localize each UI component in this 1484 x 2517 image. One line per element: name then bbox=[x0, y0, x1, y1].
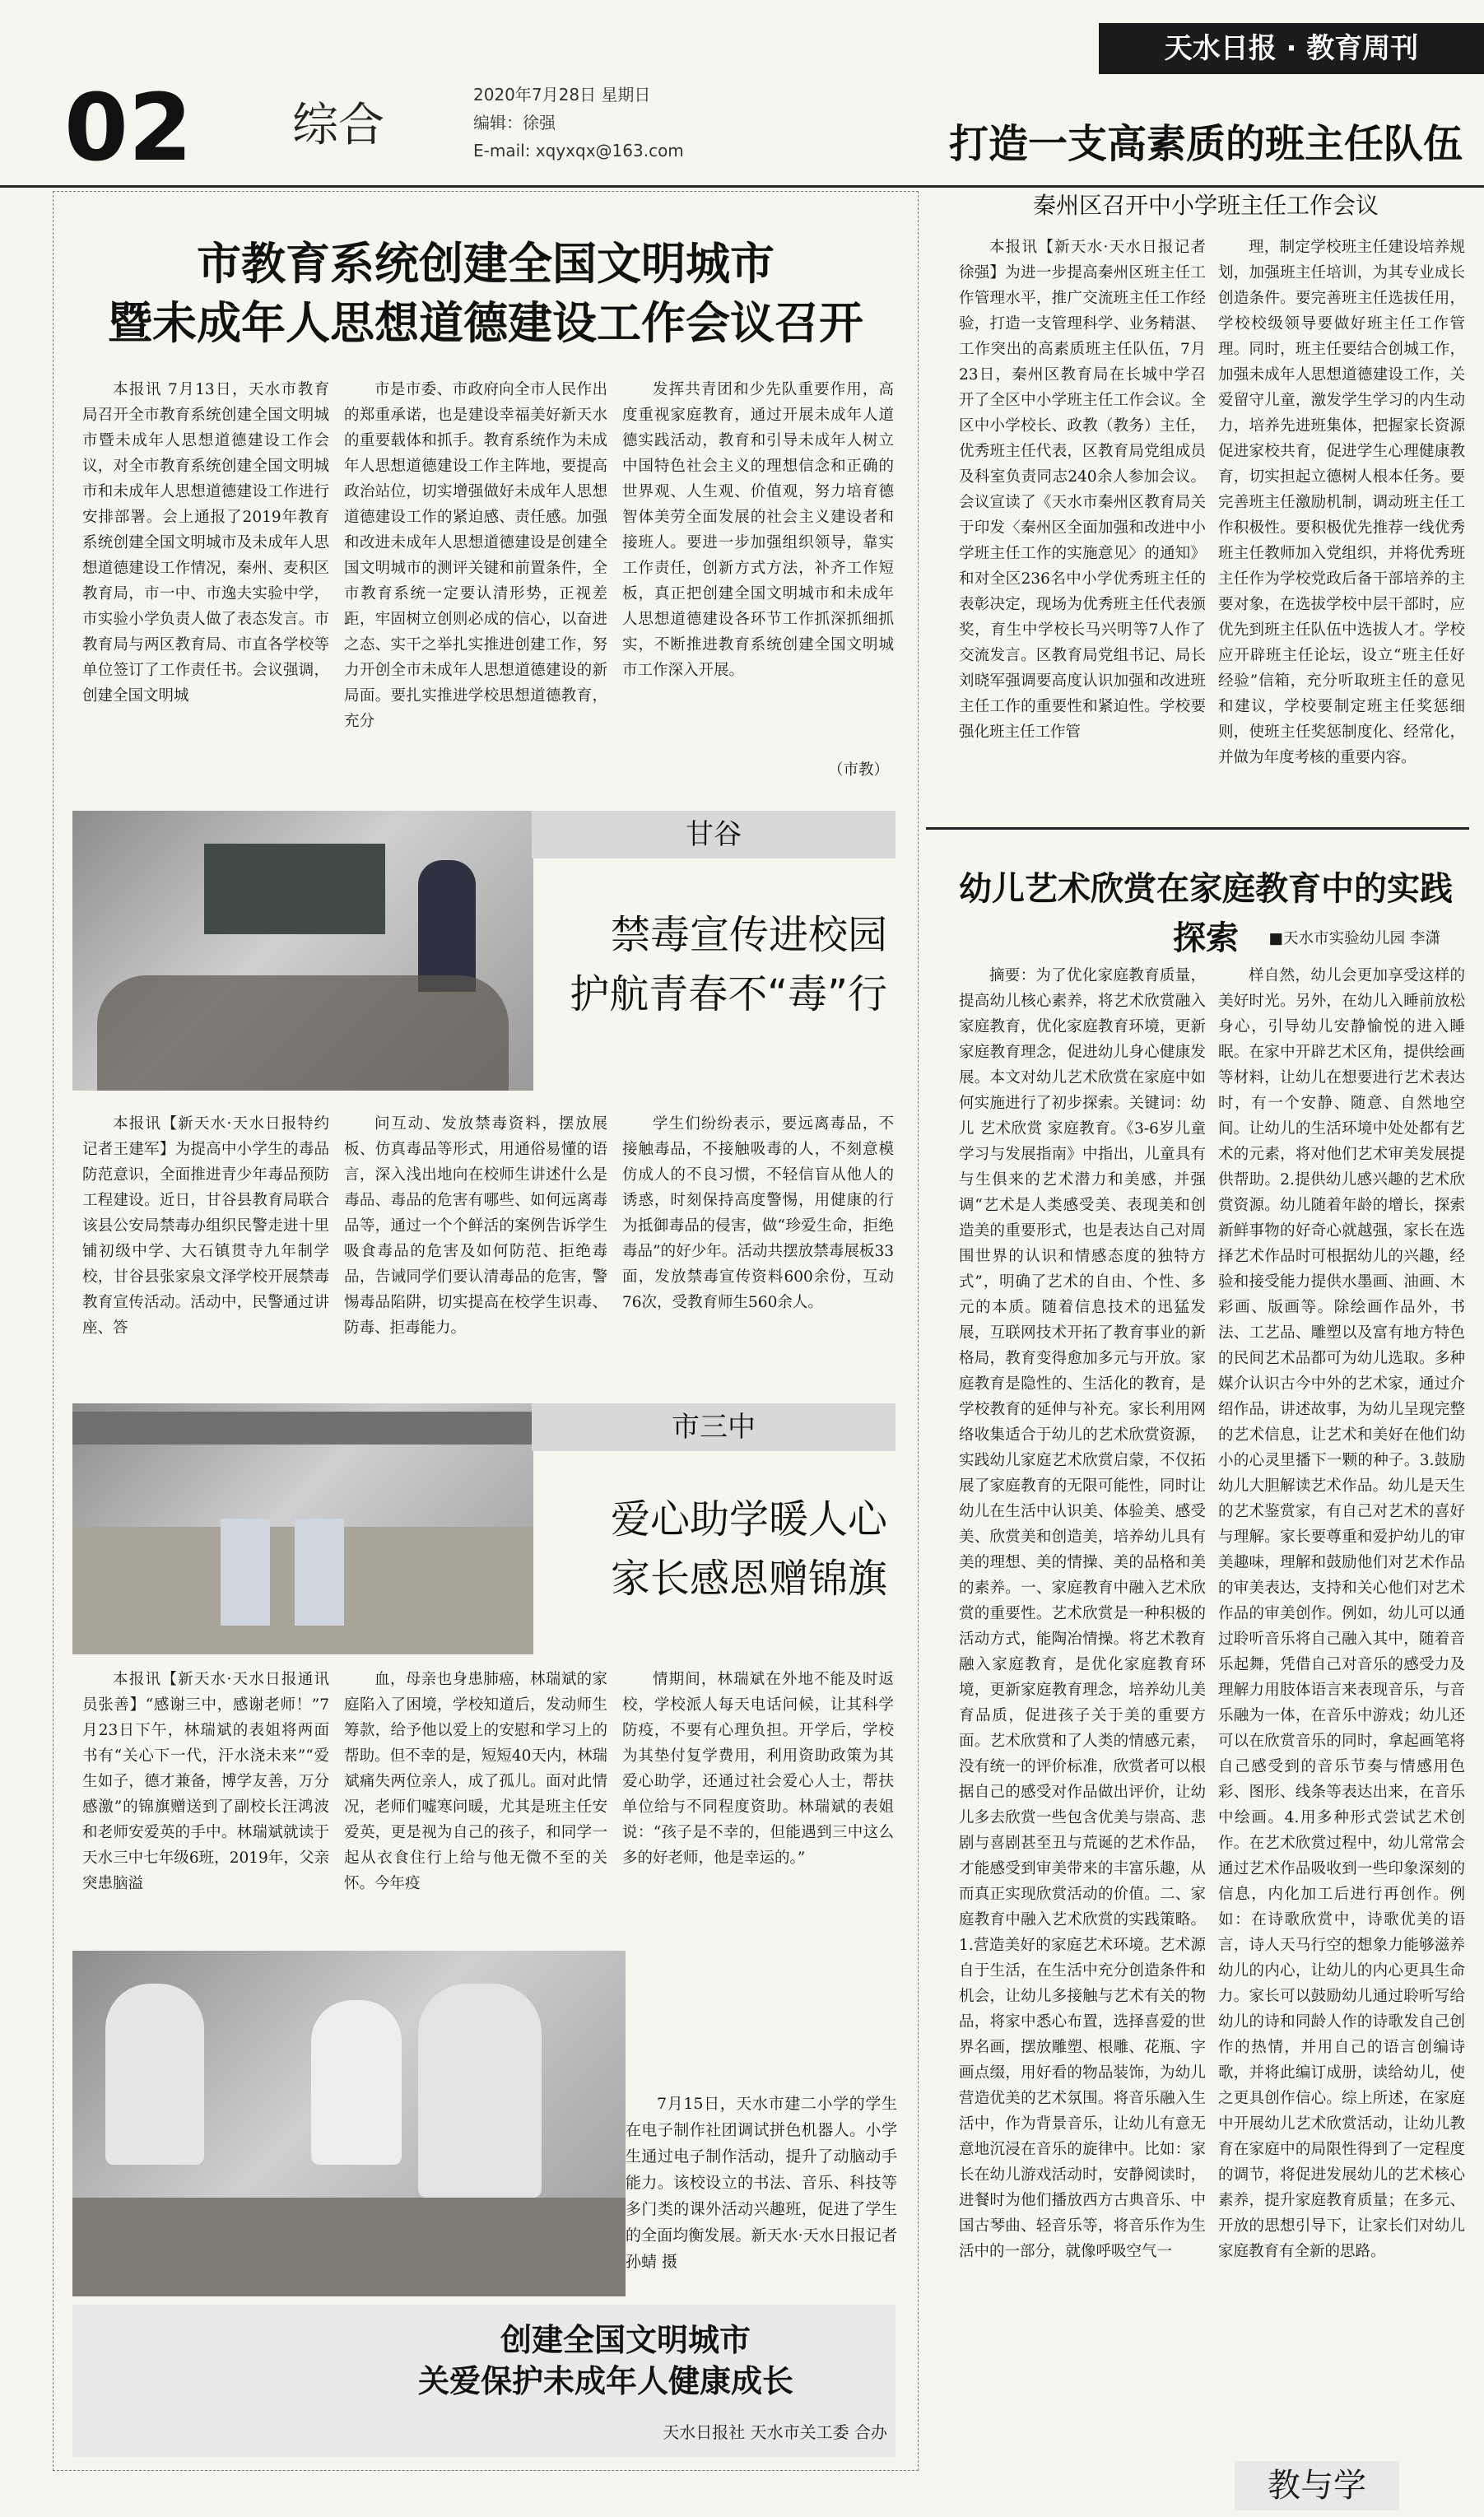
footer-section-tag: 教与学 bbox=[1235, 2461, 1399, 2510]
article2-headline-line1: 禁毒宣传进校园 bbox=[610, 912, 887, 958]
issue-info bbox=[473, 81, 684, 165]
campaign-banner bbox=[72, 2305, 896, 2457]
section-name: 综合 bbox=[292, 99, 384, 152]
article1-col3: 发挥共青团和少先队重要作用，高度重视家庭教育，通过开展未成年人道德实践活动，教育和引导未成年人树立中国特色社会主义的理想信念和正确的世界观、人生观、价值观，努力培育德智体美劳全面发展的社会主义建设者和接班人。要进一步加强组织领导，靠实工作责任，创新方式方法，补齐工作短板，真正把创建全国文明城市和未成年人思想道德建设各环节工作抓深抓细抓实，不断推进教育系统创建全国文明城市工作深入开展。 bbox=[622, 381, 894, 679]
banner-ceremony-photo bbox=[72, 1403, 533, 1654]
article6-col1: 摘要：为了优化家庭教育质量，提高幼儿核心素养，将艺术欣赏融入家庭教育，优化家庭教育环境，更新家庭教育理念，促进幼儿身心健康发展。本文对幼儿艺术欣赏在家庭中如何实施进行了初步探索。关键词：幼儿 艺术欣赏 家庭教育。《3-6岁儿童学习与发展指南》中指出，儿童具有与生俱来的艺术潜力和美感，并强调“艺术是人类感受美、表现美和创造美的重要形式，也是表达自己对周围世界的认识和情感态度的独特方式”，明确了艺术的自由、个性、多元的本质。随着信息技术的迅猛发展，互联网技术开拓了教育事业的新格局，教育变得愈加多元与开放。家庭教育是隐性的、生活化的教育，是学校教育的延伸与补充。家长利用网络收集适合于幼儿的艺术欣赏资源，实践幼儿家庭艺术欣赏启蒙，不仅拓展了家庭教育的无限可能性，同时让幼儿在生活中认识美、体验美、感受美、欣赏美和创造美，培养幼儿具有美的理想、美的情操、美的品格和美的素养。一、家庭教育中融入艺术欣赏的重要性。艺术欣赏是一种积极的活动方式，能陶冶情操。将艺术教育融入家庭教育，是优化家庭教育环境，更新家庭教育理念，培养幼儿美育品质，促进孩子关于美的重要方面。艺术欣赏和了人类的情感元素，没有统一的评价标准，欣赏者可以根据自己的感受对作品做出评价，让幼儿多去欣赏一些包含优美与崇高、悲剧与喜剧甚至丑与荒诞的艺术作品，才能感受到审美带来的丰富乐趣，从而真正实现欣赏活动的价值。二、家庭教育中融入艺术欣赏的实践策略。1.营造美好的家庭艺术环境。艺术源自于生活，在生活中充分创造条件和机会，让幼儿多接触与艺术有关的物品，将家中悉心布置，选择喜爱的世界名画，摆放雕塑、根雕、花瓶、字画点缀，用好看的物品装饰，为幼儿营造优美的艺术氛围。将音乐融入生活中，作为背景音乐，让幼儿有意无意地沉浸在音乐的旋律中。比如：家长在幼儿游戏活动时，安静阅读时，进餐时为他们播放西方古典音乐、中国古琴曲、轻音乐等，将音乐作为生活中的一部分，就像呼吸空气一 bbox=[959, 967, 1206, 2260]
article2-headline bbox=[543, 905, 887, 1024]
article3-headline-line1: 爱心助学暖人心 bbox=[610, 1496, 887, 1542]
article3-col2: 血，母亲也身患肺癌，林瑞斌的家庭陷入了困境，学校知道后，发动师生筹款，给予他以爱上的安慰和学习上的帮助。但不幸的是，短短40天内，林瑞斌痛失两位亲人，成了孤儿。面对此情况，老师们嘘寒问暖，尤其是班主任安爱英，更是视为自己的孩子，和同学一起从衣食住行上给与他无微不至的关怀。今年疫 bbox=[344, 1671, 607, 1892]
drug-education-photo bbox=[72, 811, 533, 1091]
banner-line1: 创建全国文明城市 bbox=[500, 2322, 751, 2358]
article2-col1: 本报讯【新天水·天水日报特约记者王建军】为提高中小学生的毒品防范意识，全面推进青少年毒品预防工程建设。近日，甘谷县教育局联合该县公安局禁毒办组织民警走进十里铺初级中学、大石镇贯寺九年制学校，甘谷县张家泉文泽学校开展禁毒教育宣传活动。活动中，民警通过讲座、答 bbox=[82, 1115, 329, 1337]
article1-title bbox=[74, 235, 897, 353]
editor-email[interactable]: E-mail: xqyxqx@163.com bbox=[473, 141, 684, 161]
right-column-rule bbox=[926, 827, 1469, 830]
article5-subtitle: 秦州区召开中小学班主任工作会议 bbox=[1032, 192, 1379, 219]
article6-byline: ■天水市实验幼儿园 李潇 bbox=[1268, 930, 1440, 947]
article2-headline-line2: 护航青春不“毒”行 bbox=[570, 971, 887, 1017]
article2-col2: 问互动、发放禁毒资料，摆放展板、仿真毒品等形式，用通俗易懂的语言，深入浅出地向在校师生讲述什么是毒品、毒品的危害有哪些、如何远离毒品等，通过一个个鲜活的案例告诉学生吸食毒品的危害及如何防范、拒绝毒品，告诫同学们要认清毒品的危害，警惕毒品陷阱，切实提高在校学生识毒、防毒、拒毒能力。 bbox=[344, 1115, 607, 1337]
article3-headline-line2: 家长感恩赠锦旗 bbox=[610, 1556, 887, 1602]
article5-col1: 本报讯【新天水·天水日报记者徐强】为进一步提高秦州区班主任工作管理水平，推广交流班主任工作经验，打造一支管理科学、业务精湛、工作突出的高素质班主任队伍，7月23日，秦州区教育局在长城中学召开了全区中小学班主任工作会议。全区中小学校长、政教（教务）主任，优秀班主任代表，区教育局党组成员及科室负责同志240余人参加会议。会议宣读了《天水市秦州区教育局关于印发〈秦州区全面加强和改进中小学班主任工作的实施意见〉的通知》和对全区236名中小学优秀班主任的表彰决定，现场为优秀班主任代表颁奖，育生中学校长马兴明等7人作了交流发言。区教育局党组书记、局长刘晓军强调要高度认识加强和改进班主任工作的重要性和紧迫性。学校要强化班主任工作管 bbox=[959, 239, 1206, 741]
article6-title: 幼儿艺术欣赏在家庭教育中的实践探索 bbox=[959, 870, 1453, 957]
article3-headline bbox=[543, 1490, 887, 1608]
robotics-caption: 7月15日，天水市建二小学的学生在电子制作社团调试拼色机器人。小学生通过电子制作活动，提升了动脑动手能力。该校设立的书法、音乐、科技等多门类的课外活动兴趣班，促进了学生的全面均衡发展。新天水·天水日报记者孙蜻 摄 bbox=[626, 2095, 897, 2271]
editor-name: 编辑：徐强 bbox=[473, 113, 556, 133]
header-rule bbox=[0, 185, 1484, 188]
robotics-photo bbox=[72, 1951, 626, 2296]
page-number: 02 bbox=[64, 75, 193, 182]
article2-col3: 学生们纷纷表示，要远离毒品，不接触毒品，不接触吸毒的人，不刻意模仿成人的不良习惯，不轻信盲从他人的诱惑，时刻保持高度警惕，用健康的行为抵御毒品的侵害，做“珍爱生命，拒绝毒品”的好少年。活动共摆放禁毒展板33面，发放禁毒宣传资料600余份，互动76次，受教育师生560余人。 bbox=[622, 1115, 894, 1311]
article5-col2: 理，制定学校班主任建设培养规划，加强班主任培训，为其专业成长创造条件。要完善班主任选拔任用，学校校级领导要做好班主任工作管理。同时，班主任要结合创城工作，加强未成年人思想道德建设工作，关爱留守儿童，激发学生学习的内生动力，培养先进班集体，把握家长资源促进家校共育，促进学生心理健康教育，切实担起立德树人根本任务。要完善班主任激励机制，调动班主任工作积极性。要积极优先推荐一线优秀班主任教师加入党组织，并将优秀班主任作为学校党政后备干部培养的主要对象，在选拔学校中层干部时，应优先到班主任队伍中选拔人才。学校应开辟班主任论坛，设立“班主任好经验”信箱，充分听取班主任的意见和建议，学校要制定班主任奖惩细则，使班主任奖惩制度化、经常化，并做为年度考核的重要内容。 bbox=[1218, 239, 1465, 766]
masthead: 天水日报 · 教育周刊 bbox=[1099, 23, 1484, 74]
article1-title-line2: 暨未成年人思想道德建设工作会议召开 bbox=[108, 297, 863, 349]
article1-col2: 市是市委、市政府向全市人民作出的郑重承诺，也是建设幸福美好新天水的重要载体和抓手。教育系统作为未成年人思想道德建设工作主阵地，要提高政治站位，切实增强做好未成年人思想道德建设工作的紧迫感、责任感。加强和改进未成年人思想道德建设是创建全国文明城市的测评关键和前置条件，全市教育系统一定要认清形势，正视差距，牢固树立创则必成的信心，以奋进之态、实干之举扎实推进创建工作，努力开创全市未成年人思想道德建设的新局面。要扎实推进学校思想道德教育，充分 bbox=[344, 381, 607, 730]
article1-byline: （市教） bbox=[827, 761, 889, 779]
article2-tag: 甘谷 bbox=[532, 811, 896, 858]
issue-date: 2020年7月28日 星期日 bbox=[473, 85, 651, 105]
banner-line2: 关爱保护未成年人健康成长 bbox=[418, 2363, 794, 2399]
article6-col2: 样自然，幼儿会更加享受这样的美好时光。另外，在幼儿入睡前放松身心，引导幼儿安静愉悦的进入睡眠。在家中开辟艺术区角，提供绘画等材料，让幼儿在想要进行艺术表达时，有一个安静、随意、自然地空间。让幼儿的生活环境中处处都有艺术的元素，将对他们艺术审美发展提供帮助。2.提供幼儿感兴趣的艺术欣赏资源。幼儿随着年龄的增长，探索新鲜事物的好奇心就越强，家长在选择艺术作品时可根据幼儿的兴趣，经验和接受能力提供水墨画、油画、木彩画、版画等。除绘画作品外，书法、工艺品、雕塑以及富有地方特色的民间艺术品都可为幼儿选取。多种媒介认识古今中外的艺术家，通过介绍作品，讲述故事，为幼儿呈现完整的艺术信息，让艺术和美好在他们幼小的心灵里播下一颗的种子。3.鼓励幼儿大胆解读艺术作品。幼儿是天生的艺术鉴赏家，有自己对艺术的喜好与理解。家长要尊重和爱护幼儿的审美趣味，理解和鼓励他们对艺术作品的审美表达，支持和关心他们对艺术作品的审美创作。例如，幼儿可以通过聆听音乐将自己融入其中，随着音乐起舞，凭借自己对音乐的感受力及理解力用肢体语言来表现音乐，与音乐融为一体，在音乐中游戏；幼儿还可以在欣赏音乐的同时，拿起画笔将自己感受到的音乐节奏与情感用色彩、图形、线条等表达出来，在音乐中绘画。4.用多种形式尝试艺术创作。在艺术欣赏过程中，幼儿常常会通过艺术作品吸收到一些印象深刻的信息，内化加工后进行再创作。例如：在诗歌欣赏中，诗歌优美的语言，诗人天马行空的想象力能够滋养幼儿的内心，让幼儿的内心更具生命力。家长可以鼓励幼儿通过聆听写给幼儿的诗和同龄人作的诗歌发自己创作的热情，并用自己的语言创编诗歌，并将此编订成册，读给幼儿，使之更具创作信心。综上所述，在家庭中开展幼儿艺术欣赏活动，让幼儿教育在家庭中的局限性得到了一定程度的调节，将促进发展幼儿的艺术核心素养，提升家庭教育质量；在多元、开放的思想引导下，让家长们对幼儿家庭教育有全新的思路。 bbox=[1218, 967, 1465, 2260]
article3-col3: 情期间，林瑞斌在外地不能及时返校，学校派人每天电话问候，让其科学防疫，不要有心理负担。开学后，学校为其垫付复学费用，利用资助政策为其爱心助学，还通过社会爱心人士，帮扶单位给与不同程度资助。林瑞斌的表姐说：“孩子是不幸的，但能遇到三中这么多的好老师，他是幸运的。” bbox=[622, 1671, 894, 1867]
article3-col1: 本报讯【新天水·天水日报通讯员张善】“感谢三中，感谢老师！”7月23日下午，林瑞斌的表姐将两面书有“关心下一代，汗水浇未来”“爱生如子，德才兼备，博学友善，万分感激”的锦旗赠送到了副校长汪鸿波和老师安爱英的手中。林瑞斌就读于天水三中七年级6班，2019年，父亲突患脑溢 bbox=[82, 1671, 329, 1892]
article1-col1: 本报讯 7月13日，天水市教育局召开全市教育系统创建全国文明城市暨未成年人思想道德建设工作会议，对全市教育系统创建全国文明城市和未成年人思想道德建设工作进行安排部署。会上通报了2019年教育系统创建全国文明城市及未成年人思想道德建设工作情况，秦州、麦积区教育局，市一中、市逸夫实验中学，市实验小学负责人做了表态发言。市教育局与两区教育局、市直各学校等单位签订了工作责任书。会议强调，创建全国文明城 bbox=[82, 381, 329, 705]
article5-title: 打造一支高素质的班主任队伍 bbox=[948, 121, 1463, 167]
banner-credit: 天水日报社 天水市关工委 合办 bbox=[663, 2422, 887, 2442]
article1-title-line1: 市教育系统创建全国文明城市 bbox=[197, 238, 775, 290]
article3-tag: 市三中 bbox=[532, 1403, 896, 1451]
